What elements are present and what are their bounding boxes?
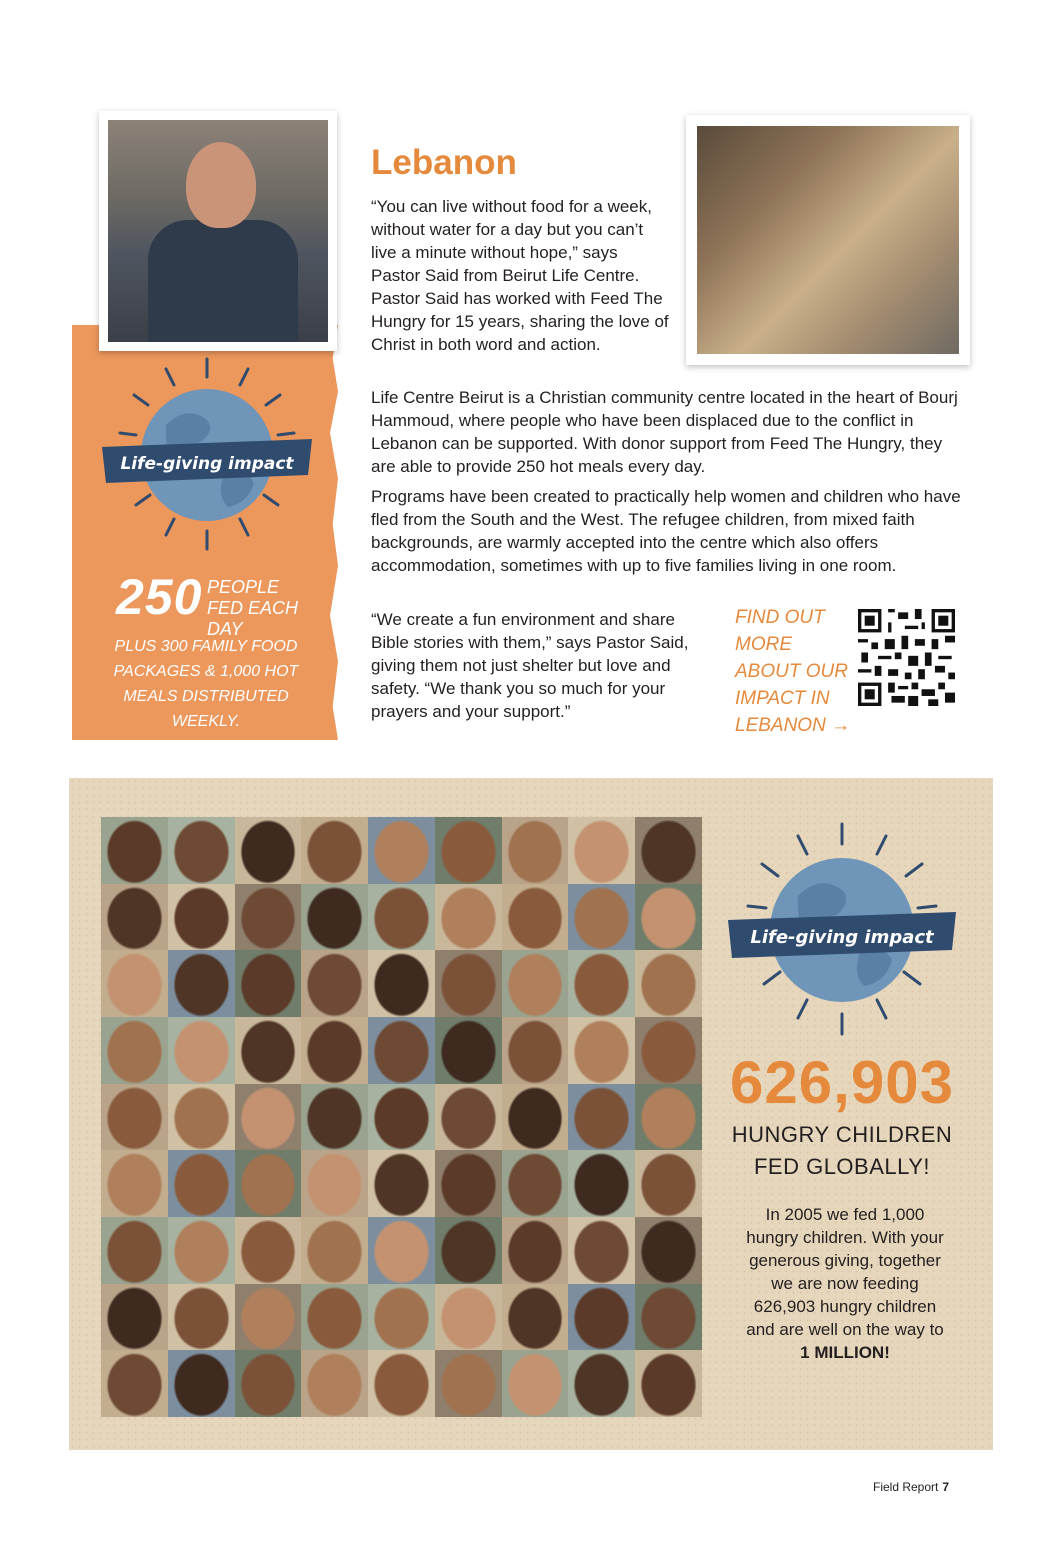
child-portrait [368,1084,435,1151]
child-portrait [101,950,168,1017]
child-portrait [635,817,702,884]
child-portrait [368,950,435,1017]
child-portrait [368,884,435,951]
pastor-said-photo [99,111,337,351]
child-portrait [235,817,302,884]
child-portrait [368,1017,435,1084]
child-portrait [101,1150,168,1217]
child-portrait [168,1150,235,1217]
child-portrait [568,1284,635,1351]
pastor-photo-image [108,120,328,342]
child-portrait [168,950,235,1017]
child-portrait [168,817,235,884]
child-portrait [568,1084,635,1151]
child-portrait [568,884,635,951]
child-portrait [502,1150,569,1217]
child-portrait [635,1084,702,1151]
child-portrait [368,1217,435,1284]
life-giving-impact-badge-global [722,820,962,1040]
child-portrait [168,1350,235,1417]
find-out-more-link[interactable]: FIND OUT MORE ABOUT OUR IMPACT IN LEBANON → [735,607,851,736]
food-preparation-photo [686,115,970,365]
child-portrait [168,884,235,951]
child-portrait [568,1017,635,1084]
page-footer [873,1480,949,1494]
footer-label: Field Report [873,1480,939,1494]
child-portrait [502,817,569,884]
child-portrait [101,1284,168,1351]
child-portrait [301,950,368,1017]
child-portrait [502,1350,569,1417]
child-portrait [635,1217,702,1284]
child-portrait [568,1350,635,1417]
child-portrait [568,950,635,1017]
child-portrait [635,884,702,951]
child-portrait [435,1284,502,1351]
child-portrait [301,1150,368,1217]
page-number: 7 [942,1480,950,1494]
globe-icon [96,355,318,555]
child-portrait [101,1350,168,1417]
child-portrait [368,1350,435,1417]
children-fed-goal: 1 MILLION! [800,1343,890,1362]
child-portrait [502,884,569,951]
child-portrait [168,1217,235,1284]
child-portrait [502,1084,569,1151]
paragraph-quote: “You can live without food for a week, without water for a day but you can’t live a minute without hope,” says Pastor Said from Beirut Life Centre. Pastor Said has worked with Feed The Hungry for 15 years, sharing the love of Christ in both word and action. [371,197,669,354]
child-portrait [101,1217,168,1284]
child-portrait [635,1350,702,1417]
child-portrait [435,1084,502,1151]
child-portrait [301,1284,368,1351]
child-portrait [635,1017,702,1084]
pastor-head-shape [186,142,256,228]
child-portrait [235,1350,302,1417]
globe-icon [722,820,962,1040]
section-title: Lebanon [371,143,517,182]
child-portrait [235,1150,302,1217]
food-photo-image [697,126,959,354]
child-portrait [235,950,302,1017]
child-portrait [301,1217,368,1284]
child-portrait [301,817,368,884]
child-portrait [368,1150,435,1217]
child-portrait [301,1350,368,1417]
child-portrait [435,950,502,1017]
child-portrait [568,817,635,884]
child-portrait [235,1284,302,1351]
child-portrait [168,1284,235,1351]
life-giving-impact-badge [96,355,318,555]
child-portrait [568,1217,635,1284]
stat-side-text: PEOPLE FED EACH DAY [207,577,299,639]
children-fed-body-text: In 2005 we fed 1,000 hungry children. With your generous giving, together we are now feeding 626,903 hungry children and are well on the way to [746,1205,944,1339]
child-portrait [635,1150,702,1217]
child-portrait [235,1017,302,1084]
child-portrait [101,884,168,951]
pastor-vest-shape [148,220,298,342]
child-portrait [101,1017,168,1084]
child-portrait [301,884,368,951]
child-portrait [502,1217,569,1284]
child-portrait [235,1084,302,1151]
child-portrait [635,1284,702,1351]
child-portrait [502,1017,569,1084]
child-portrait [368,817,435,884]
child-portrait [502,950,569,1017]
badge-label: Life-giving impact [120,454,294,474]
paragraph-programs: Programs have been created to practically help women and children who have fled from the South and the West. The refugee children, from mixed faith backgrounds, are warmly accepted into the centre which also offers accommodation, sometimes with up to five families living in one room. [371,487,961,575]
child-portrait [435,817,502,884]
child-portrait [235,1217,302,1284]
child-portrait [635,950,702,1017]
child-portrait [168,1084,235,1151]
children-fed-caption: HUNGRY CHILDREN FED GLOBALLY! [731,1122,953,1179]
badge-label-global: Life-giving impact [750,927,934,948]
child-portrait [568,1150,635,1217]
child-portrait [435,884,502,951]
paragraph-closing-quote: “We create a fun environment and share Bible stories with them,” says Pastor Said, giving them not just shelter but love and safety. “We thank you so much for your prayers and your support.” [371,610,689,721]
child-portrait [435,1350,502,1417]
child-portrait [435,1150,502,1217]
child-portrait [435,1017,502,1084]
child-portrait [168,1017,235,1084]
child-portrait [101,817,168,884]
stat-number-lebanon: 250 [116,569,203,625]
children-fed-body [745,1203,945,1364]
child-portrait [435,1217,502,1284]
child-portrait [502,1284,569,1351]
child-portrait [301,1084,368,1151]
child-portrait [101,1084,168,1151]
qr-code-icon[interactable] [858,609,955,706]
child-portrait [368,1284,435,1351]
paragraph-life-centre: Life Centre Beirut is a Christian community centre located in the heart of Bourj Hammoud, where people who have been displaced due to the conflict in Lebanon can be supported. With donor support from Feed The Hungry, they are able to provide 250 hot meals every day. [371,388,958,476]
child-portrait [235,884,302,951]
children-fed-number: 626,903 [730,1049,954,1116]
children-photo-grid [101,817,702,1417]
child-portrait [301,1017,368,1084]
stat-sub-text: PLUS 300 FAMILY FOOD PACKAGES & 1,000 HOT MEALS DISTRIBUTED WEEKLY. [113,638,299,730]
